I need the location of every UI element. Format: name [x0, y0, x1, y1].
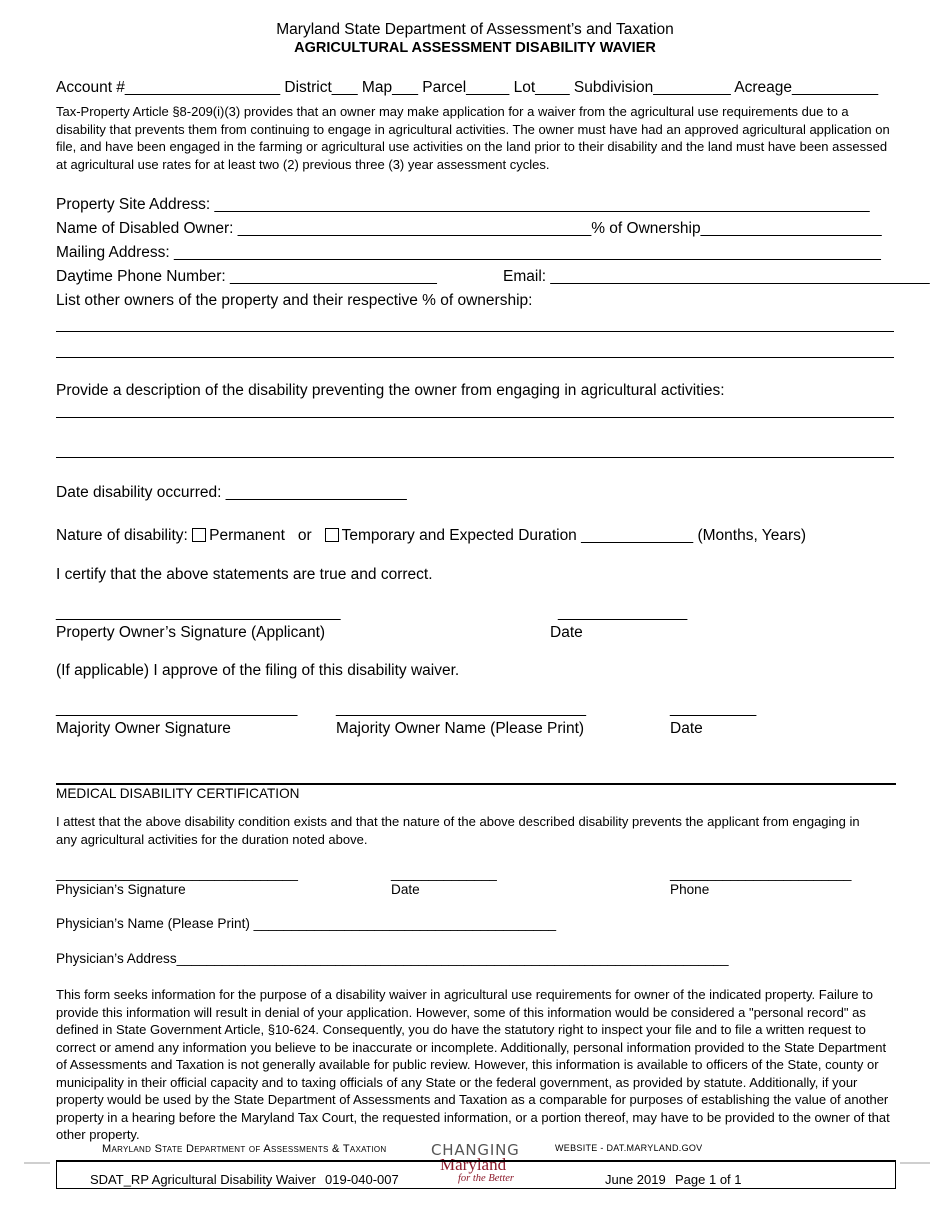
- description-prompt: Provide a description of the disability preventing the owner from engaging in agricultural activities:: [56, 382, 725, 399]
- physician-signature-label: Physician’s Signature: [56, 882, 186, 897]
- footer-form-name: SDAT_RP Agricultural Disability Waiver: [90, 1172, 316, 1187]
- disabled-owner-field[interactable]: Name of Disabled Owner: _________________________________________% of Ownership_____________________: [56, 220, 882, 237]
- footer-page: Page 1 of 1: [675, 1172, 742, 1187]
- physician-signature-line[interactable]: ________________________________: [56, 866, 298, 881]
- footer-bottom-rule: [56, 1188, 896, 1189]
- physician-address-field[interactable]: Physician’s Address_________________________________________________________________________: [56, 951, 729, 966]
- nature-of-disability-row: [56, 527, 806, 545]
- owner-date-line[interactable]: _______________: [558, 604, 688, 621]
- footer-logo-tagline: for the Better: [458, 1173, 514, 1184]
- physician-date-line[interactable]: ______________: [391, 866, 497, 881]
- email-field[interactable]: Email: ____________________________________________: [503, 268, 930, 285]
- footer-top-rule: [56, 1160, 896, 1162]
- certify-statement: I certify that the above statements are true and correct.: [56, 566, 433, 583]
- privacy-notice: This form seeks information for the purpose of a disability waiver in agricultural use requirements for owner of the indicated property. Failure to provide this information will result in denial of your application. However, some of this information would be considered a "personal record" as defined in State Government Article, §10-624. Consequently, you do have the statutory right to inspect your file and to file a written request to correct or amend any information you believe to be inaccurate or incomplete. Additionally, personal information provided to the State Department of Assessments and Taxation is not generally available for public review. However, this information is available to officers of the State, county or municipality in their official capacity and to taxing officials of any State or the federal government, as provided by statute. Additionally, if your property would be used by the State Department of Assessments and Taxation as a comparable for purposes of establishing the value of another property in a hearing before the Maryland Tax Court, the requested information, or a portion thereof, may have to be provided to the owner of that other property.: [56, 987, 890, 1142]
- physician-name-field[interactable]: Physician’s Name (Please Print) ________________________________________: [56, 916, 557, 931]
- medical-attest: I attest that the above disability condition exists and that the nature of the above described disability prevents the applicant from engaging in any agricultural activities for the duration noted above.: [56, 814, 860, 847]
- section-divider: [56, 783, 896, 785]
- agency-name: Maryland State Department of Assessment’s and Taxation: [276, 21, 674, 38]
- footer-logo-maryland: Maryland: [440, 1155, 507, 1174]
- owner-date-label: Date: [550, 624, 583, 641]
- footer-logo-changing: CHANGING: [431, 1141, 520, 1159]
- permanent-checkbox[interactable]: [192, 528, 206, 542]
- form-title: AGRICULTURAL ASSESSMENT DISABILITY WAVIER: [294, 40, 656, 56]
- daytime-phone-field[interactable]: Daytime Phone Number: ________________________: [56, 268, 437, 285]
- footer-date: June 2019: [605, 1172, 666, 1187]
- temporary-checkbox[interactable]: [325, 528, 339, 542]
- or-label: or: [297, 527, 312, 544]
- description-line-1[interactable]: [56, 417, 894, 418]
- majority-date-label: Date: [670, 720, 703, 737]
- other-owners-line-1[interactable]: [56, 331, 894, 332]
- account-line[interactable]: Account #__________________ District___ Map___ Parcel_____ Lot____ Subdivision_________ Acreage__________: [56, 79, 879, 96]
- other-owners-label: List other owners of the property and their respective % of ownership:: [56, 292, 533, 309]
- mailing-address-field[interactable]: Mailing Address: __________________________________________________________________________________: [56, 244, 881, 261]
- scan-mark-left: [24, 1162, 50, 1164]
- footer-department: Maryland State Department of Assessments & Taxation: [102, 1143, 387, 1155]
- temporary-label[interactable]: Temporary and Expected Duration _____________ (Months, Years): [341, 527, 807, 544]
- majority-date-line[interactable]: __________: [670, 700, 757, 717]
- approve-statement: (If applicable) I approve of the filing of this disability waiver.: [56, 662, 460, 679]
- majority-signature-line[interactable]: ____________________________: [56, 700, 298, 717]
- footer-left-edge: [56, 1160, 57, 1188]
- date-occurred-field[interactable]: Date disability occurred: _____________________: [56, 484, 407, 501]
- majority-signature-label: Majority Owner Signature: [56, 720, 231, 737]
- physician-phone-line[interactable]: ________________________: [670, 866, 852, 881]
- owner-signature-label: Property Owner’s Signature (Applicant): [56, 624, 326, 641]
- scan-mark-right: [900, 1162, 930, 1164]
- description-line-2[interactable]: [56, 457, 894, 458]
- majority-name-line[interactable]: _____________________________: [336, 700, 586, 717]
- majority-name-label: Majority Owner Name (Please Print): [336, 720, 585, 737]
- permanent-label: Permanent: [209, 527, 285, 544]
- physician-phone-label: Phone: [670, 882, 710, 897]
- footer-form-number: 019-040-007: [325, 1172, 399, 1187]
- footer-website: WEBSITE - DAT.MARYLAND.GOV: [555, 1143, 703, 1153]
- footer-right-edge: [895, 1160, 896, 1188]
- other-owners-line-2[interactable]: [56, 357, 894, 358]
- nature-label: Nature of disability:: [56, 527, 188, 544]
- intro-paragraph: Tax-Property Article §8-209(i)(3) provides that an owner may make application for a waiver from the agricultural use requirements due to a disability that prevents them from continuing to engage in agricultural activities. The owner must have had an approved agricultural application on file, and have been engaged in the farming or agricultural use activities on the land prior to their disability and the land must have been assessed at agricultural use rates for at least two (2) previous three (3) year assessment cycles.: [56, 104, 890, 172]
- owner-signature-line[interactable]: _________________________________: [56, 604, 341, 621]
- medical-section-title: MEDICAL DISABILITY CERTIFICATION: [56, 786, 300, 801]
- property-site-address-field[interactable]: Property Site Address: ____________________________________________________________________________: [56, 196, 870, 213]
- physician-date-label: Date: [391, 882, 420, 897]
